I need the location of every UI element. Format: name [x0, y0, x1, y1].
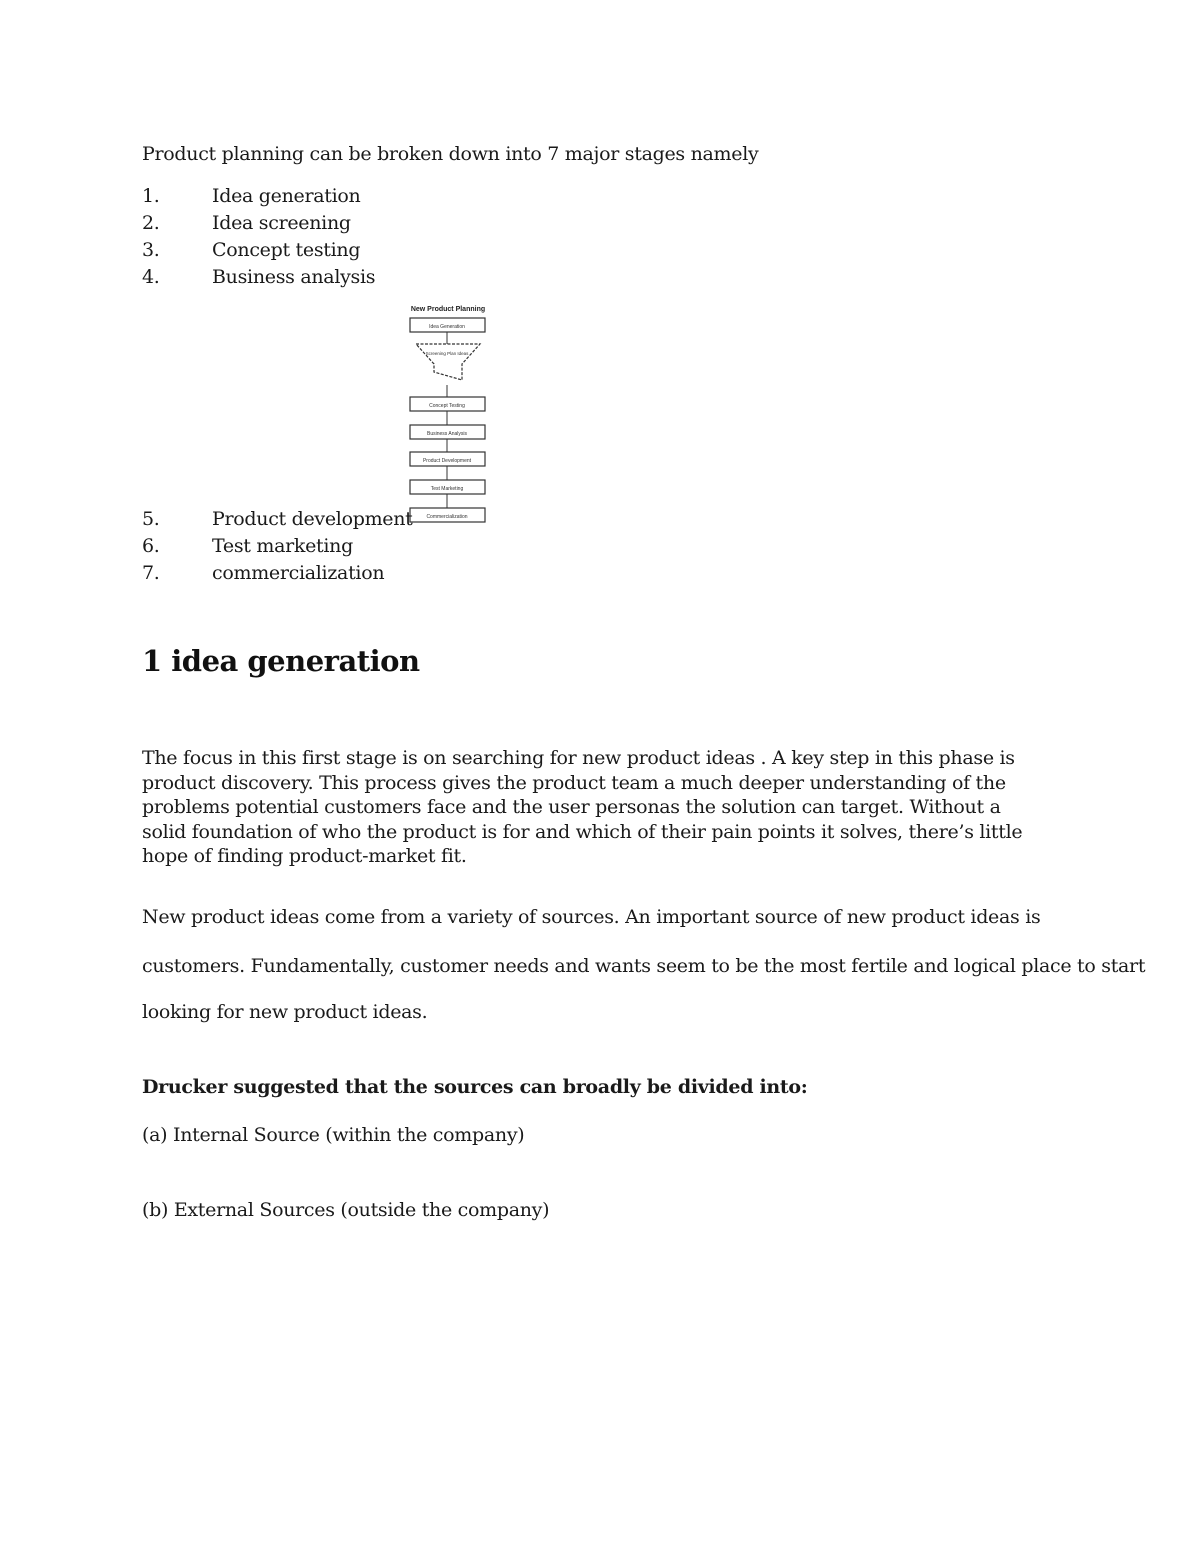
list-label: Idea generation: [212, 185, 361, 207]
list-item: [142, 266, 375, 288]
list-label: Test marketing: [212, 535, 353, 557]
list-number: 3.: [142, 239, 160, 261]
source-internal: (a) Internal Source (within the company): [142, 1124, 525, 1146]
paragraph-sources-line-3: looking for new product ideas.: [142, 1001, 428, 1023]
paragraph-sources-line-2: customers. Fundamentally, customer needs and wants seem to be the most fertile and logical place to start: [142, 955, 1146, 977]
list-number: 2.: [142, 212, 160, 234]
diagram-box-label: Concept Testing: [429, 403, 465, 409]
list-number: 1.: [142, 185, 160, 207]
diagram-funnel-screening: [416, 344, 480, 380]
list-label: commercialization: [212, 562, 385, 584]
list-item: [142, 185, 360, 207]
list-label: Concept testing: [212, 239, 361, 261]
diagram-box-label: Product Development: [422, 458, 472, 464]
paragraph-focus: The focus in this first stage is on searching for new product ideas . A key step in this phase is product discovery. This process gives the product team a much deeper understanding of the problems potential customers face and the user personas the solution can target. Without a solid foundation of who the product is for and which of their pain points it solves, there’s little hope of finding product-market fit.: [142, 747, 1023, 867]
diagram-box-label: Screening Plan Ideas: [425, 351, 469, 356]
list-item: [142, 508, 413, 530]
list-item: [142, 562, 384, 584]
diagram-box-label: Test Marketing: [430, 486, 464, 492]
list-item: [142, 239, 360, 261]
diagram-box-label: Business Analysis: [426, 431, 468, 437]
paragraph-sources-line-1: New product ideas come from a variety of sources. An important source of new product ideas is: [142, 906, 1041, 928]
list-number: 6.: [142, 535, 160, 557]
diagram-title: New Product Planning: [410, 306, 486, 313]
list-number: 5.: [142, 508, 160, 530]
list-label: Product development: [212, 508, 413, 530]
list-item: [142, 535, 353, 557]
source-external: (b) External Sources (outside the company): [142, 1199, 550, 1221]
diagram-box-label: Idea Generation: [429, 324, 465, 330]
list-label: Idea screening: [212, 212, 351, 234]
list-number: 4.: [142, 266, 160, 288]
intro-text: Product planning can be broken down into 7 major stages namely: [142, 143, 759, 165]
diagram-box-label: Commercialization: [426, 514, 468, 520]
drucker-heading: Drucker suggested that the sources can broadly be divided into:: [142, 1076, 808, 1098]
list-item: [142, 212, 351, 234]
list-number: 7.: [142, 562, 160, 584]
section-heading: 1 idea generation: [142, 644, 420, 678]
list-label: Business analysis: [212, 266, 376, 288]
product-planning-diagram: [406, 300, 490, 530]
